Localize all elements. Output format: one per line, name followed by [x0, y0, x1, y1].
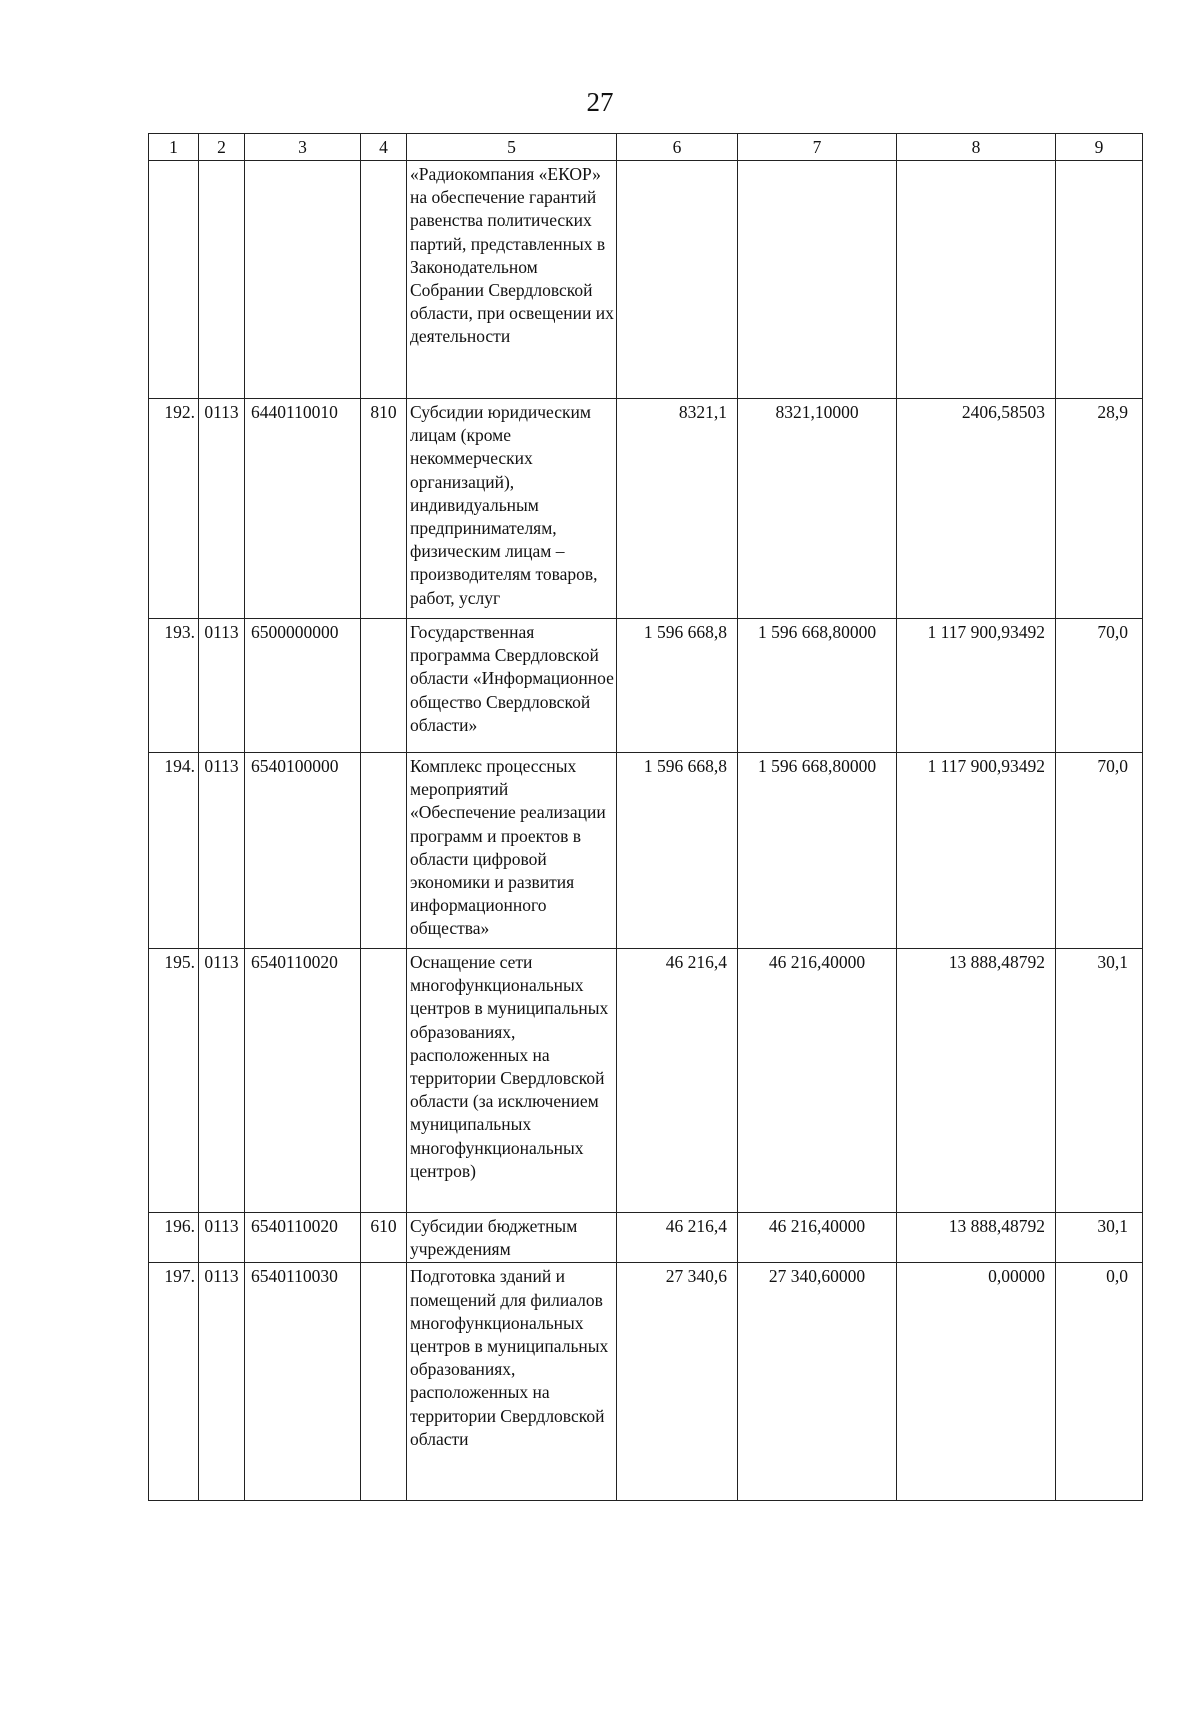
item-name: Субсидии юридическим лицам (кроме некоммерческих организаций), индивидуальным предпринимателям, физическим лицам – производителям товаров, работ, услуг	[407, 399, 617, 619]
expense-type-code	[361, 753, 407, 949]
planned-amount: 46 216,4	[617, 949, 738, 1213]
table-row	[149, 161, 1143, 399]
section-code: 0113	[199, 1213, 245, 1263]
item-name: Комплекс процессных мероприятий «Обеспечение реализации программ и проектов в области цифровой экономики и развития информационного общества»	[407, 753, 617, 949]
execution-percent: 70,0	[1056, 753, 1143, 949]
table-row	[149, 1213, 1143, 1263]
specified-amount	[738, 161, 897, 399]
row-number: 195.	[149, 949, 199, 1213]
expense-type-code	[361, 949, 407, 1213]
target-code: 6500000000	[245, 619, 361, 753]
budget-table	[148, 133, 1143, 1501]
target-code: 6440110010	[245, 399, 361, 619]
header-col-8: 8	[897, 134, 1056, 161]
item-name: Государственная программа Свердловской области «Информационное общество Свердловской области»	[407, 619, 617, 753]
target-code: 6540110020	[245, 949, 361, 1213]
item-name: Подготовка зданий и помещений для филиалов многофункциональных центров в муниципальных образованиях, расположенных на территории Свердловской области	[407, 1263, 617, 1501]
table-row	[149, 399, 1143, 619]
planned-amount: 1 596 668,8	[617, 619, 738, 753]
planned-amount: 27 340,6	[617, 1263, 738, 1501]
expense-type-code	[361, 1263, 407, 1501]
execution-percent: 30,1	[1056, 1213, 1143, 1263]
table-row	[149, 1263, 1143, 1501]
header-col-5: 5	[407, 134, 617, 161]
section-code: 0113	[199, 1263, 245, 1501]
expense-type-code	[361, 161, 407, 399]
page-number: 27	[586, 87, 614, 117]
planned-amount: 1 596 668,8	[617, 753, 738, 949]
table-row	[149, 753, 1143, 949]
table-header	[149, 134, 1143, 161]
executed-amount: 2406,58503	[897, 399, 1056, 619]
header-row	[149, 134, 1143, 161]
header-col-3: 3	[245, 134, 361, 161]
expense-type-code: 810	[361, 399, 407, 619]
item-name: Субсидии бюджетным учреждениям	[407, 1213, 617, 1263]
execution-percent: 0,0	[1056, 1263, 1143, 1501]
specified-amount: 1 596 668,80000	[738, 619, 897, 753]
row-number: 196.	[149, 1213, 199, 1263]
specified-amount: 8321,10000	[738, 399, 897, 619]
planned-amount: 46 216,4	[617, 1213, 738, 1263]
target-code	[245, 161, 361, 399]
executed-amount	[897, 161, 1056, 399]
specified-amount: 1 596 668,80000	[738, 753, 897, 949]
execution-percent: 28,9	[1056, 399, 1143, 619]
target-code: 6540100000	[245, 753, 361, 949]
header-col-2: 2	[199, 134, 245, 161]
header-col-4: 4	[361, 134, 407, 161]
header-col-6: 6	[617, 134, 738, 161]
item-name: «Радиокомпания «ЕКОР» на обеспечение гарантий равенства политических партий, представленных в Законодательном Собрании Свердловской области, при освещении их деятельности	[407, 161, 617, 399]
executed-amount: 13 888,48792	[897, 949, 1056, 1213]
row-number: 192.	[149, 399, 199, 619]
executed-amount: 0,00000	[897, 1263, 1056, 1501]
execution-percent: 70,0	[1056, 619, 1143, 753]
header-col-9: 9	[1056, 134, 1143, 161]
section-code: 0113	[199, 619, 245, 753]
specified-amount: 27 340,60000	[738, 1263, 897, 1501]
specified-amount: 46 216,40000	[738, 949, 897, 1213]
expense-type-code: 610	[361, 1213, 407, 1263]
executed-amount: 1 117 900,93492	[897, 619, 1056, 753]
row-number: 197.	[149, 1263, 199, 1501]
specified-amount: 46 216,40000	[738, 1213, 897, 1263]
executed-amount: 1 117 900,93492	[897, 753, 1056, 949]
execution-percent	[1056, 161, 1143, 399]
row-number: 193.	[149, 619, 199, 753]
target-code: 6540110030	[245, 1263, 361, 1501]
table-row	[149, 619, 1143, 753]
item-name: Оснащение сети многофункциональных центров в муниципальных образованиях, расположенных на территории Свердловской области (за исключением муниципальных многофункциональных центров)	[407, 949, 617, 1213]
row-number	[149, 161, 199, 399]
row-number: 194.	[149, 753, 199, 949]
planned-amount	[617, 161, 738, 399]
expense-type-code	[361, 619, 407, 753]
header-col-7: 7	[738, 134, 897, 161]
section-code: 0113	[199, 753, 245, 949]
table-row	[149, 949, 1143, 1213]
section-code: 0113	[199, 949, 245, 1213]
header-col-1: 1	[149, 134, 199, 161]
target-code: 6540110020	[245, 1213, 361, 1263]
section-code	[199, 161, 245, 399]
planned-amount: 8321,1	[617, 399, 738, 619]
section-code: 0113	[199, 399, 245, 619]
table-body	[149, 161, 1143, 1501]
executed-amount: 13 888,48792	[897, 1213, 1056, 1263]
execution-percent: 30,1	[1056, 949, 1143, 1213]
